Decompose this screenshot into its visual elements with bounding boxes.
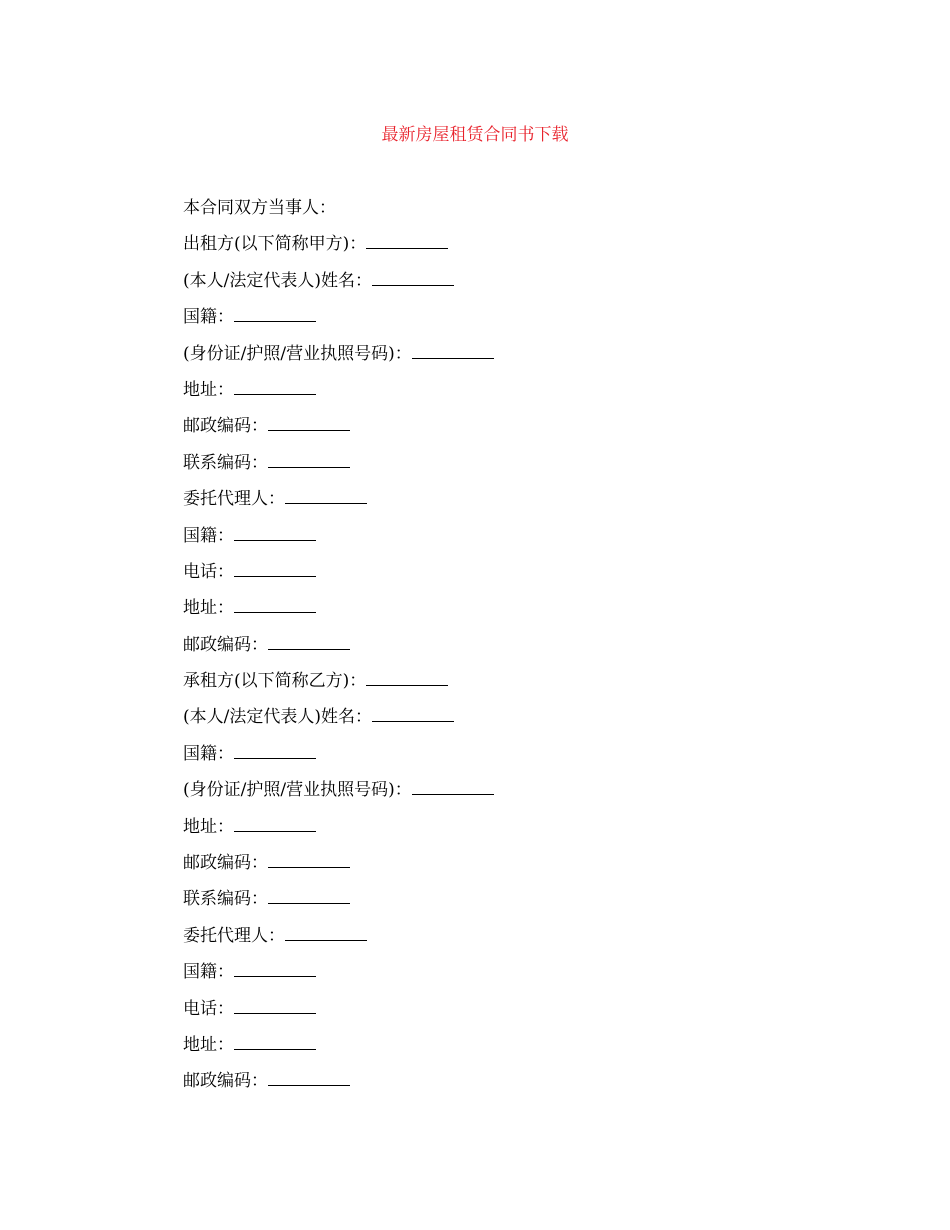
field-line [183,777,803,813]
blank-field[interactable] [372,704,454,722]
field-label: 国籍： [183,962,234,983]
field-label: 邮政编码： [183,634,268,655]
blank-field[interactable] [234,523,316,541]
contract-body [183,195,803,1105]
field-label: 地址： [183,1034,234,1055]
field-line [183,341,803,377]
blank-field[interactable] [234,304,316,322]
field-label: 国籍： [183,743,234,764]
field-label: 联系编码： [183,452,268,473]
field-line [183,996,803,1032]
field-label: 联系编码： [183,889,268,910]
field-line [183,814,803,850]
blank-field[interactable] [366,668,448,686]
blank-field[interactable] [268,632,350,650]
blank-field[interactable] [268,850,350,868]
field-label: 地址： [183,816,234,837]
blank-field[interactable] [234,814,316,832]
field-line [183,413,803,449]
field-line [183,523,803,559]
blank-field[interactable] [234,959,316,977]
blank-field[interactable] [285,486,367,504]
field-label: (身份证/护照/营业执照号码)： [183,343,412,364]
blank-field[interactable] [268,1068,350,1086]
blank-field[interactable] [234,559,316,577]
field-line [183,850,803,886]
field-line [183,1032,803,1068]
field-line [183,923,803,959]
field-label: (本人/法定代表人)姓名： [183,707,372,728]
field-line [183,268,803,304]
blank-field[interactable] [372,268,454,286]
intro-line: 本合同双方当事人： [183,198,336,218]
blank-field[interactable] [234,1032,316,1050]
field-label: 地址： [183,379,234,400]
field-label: 邮政编码： [183,416,268,437]
field-line [183,1068,803,1104]
field-label: 出租方(以下简称甲方)： [183,234,367,255]
blank-field[interactable] [412,777,494,795]
field-label: 承租方(以下简称乙方)： [183,671,367,692]
field-label: 邮政编码： [183,853,268,874]
page-title: 最新房屋租赁合同书下载 [381,125,569,145]
blank-field[interactable] [268,413,350,431]
field-line [183,486,803,522]
field-line [183,450,803,486]
blank-field[interactable] [268,886,350,904]
field-label: (身份证/护照/营业执照号码)： [183,780,412,801]
blank-field[interactable] [412,341,494,359]
field-line [183,741,803,777]
blank-field[interactable] [268,450,350,468]
field-label: (本人/法定代表人)姓名： [183,270,372,291]
field-line [183,959,803,995]
field-line [183,668,803,704]
blank-field[interactable] [234,996,316,1014]
field-line [183,704,803,740]
field-line [183,231,803,267]
field-line [183,377,803,413]
field-line [183,304,803,340]
field-label: 邮政编码： [183,1071,268,1092]
field-label: 电话： [183,561,234,582]
field-label: 地址： [183,598,234,619]
blank-field[interactable] [285,923,367,941]
field-label: 国籍： [183,307,234,328]
blank-field[interactable] [234,595,316,613]
field-line [183,632,803,668]
field-label: 委托代理人： [183,925,285,946]
field-line [183,595,803,631]
field-label: 国籍： [183,525,234,546]
field-label: 电话： [183,998,234,1019]
blank-field[interactable] [234,377,316,395]
field-line [183,886,803,922]
field-line [183,559,803,595]
blank-field[interactable] [234,741,316,759]
field-label: 委托代理人： [183,489,285,510]
blank-field[interactable] [366,231,448,249]
